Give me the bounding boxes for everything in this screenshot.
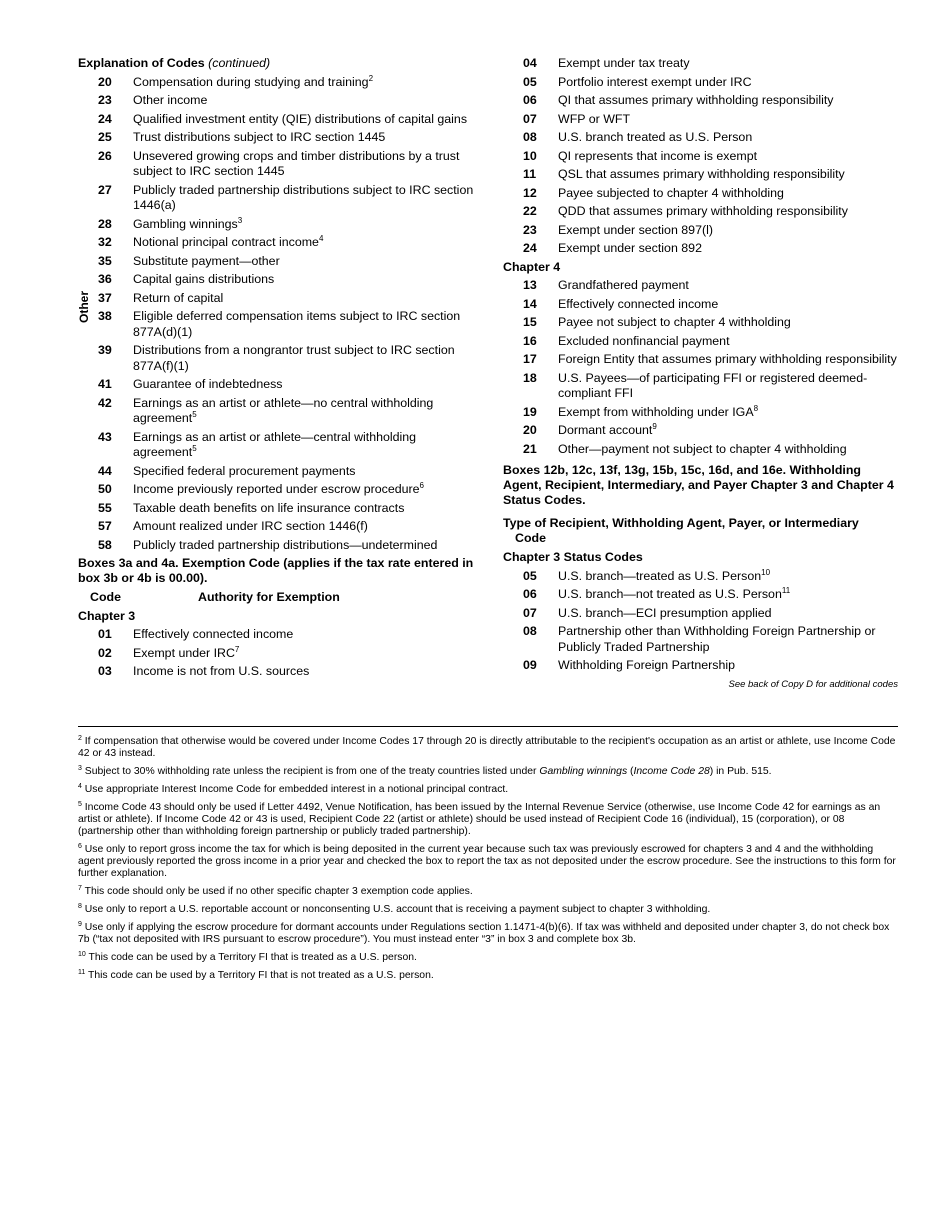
code-description-text: U.S. branch—not treated as U.S. Person [558, 587, 782, 601]
code-row [78, 291, 476, 307]
code-number: 35 [98, 253, 112, 268]
code-description [558, 297, 898, 313]
code-number: 20 [98, 74, 112, 89]
code-description-text: U.S. branch—treated as U.S. Person [558, 568, 762, 583]
type-code-label: Code [515, 531, 546, 545]
chapter3-exemption-list [78, 627, 476, 680]
code-description-text: U.S. branch—ECI presumption applied [558, 605, 772, 620]
code-description [558, 130, 898, 146]
code-description [133, 430, 476, 461]
code-row [503, 278, 898, 294]
code-row [78, 149, 476, 180]
code-description-text: Return of capital [133, 290, 224, 305]
code-description [133, 272, 476, 288]
code-description-text: Eligible deferred compensation items subject to IRC section 877A(d)(1) [133, 309, 461, 339]
code-description [558, 569, 898, 585]
code-description-text: Withholding Foreign Partnership [558, 658, 736, 672]
code-row [503, 334, 898, 350]
code-number: 01 [98, 627, 112, 641]
code-description [558, 204, 898, 220]
code-row [503, 93, 898, 109]
code-number: 24 [523, 241, 537, 255]
code-description-text: QI that assumes primary withholding responsibility [558, 93, 834, 107]
status-ch3-label: Chapter 3 Status Codes [503, 550, 643, 564]
code-row [78, 254, 476, 270]
code-number: 36 [98, 272, 112, 286]
code-description [558, 149, 898, 165]
code-description-text: Exempt from withholding under IGA [558, 404, 754, 419]
right-column [503, 56, 898, 692]
footnote-2 [78, 736, 898, 760]
code-row [78, 627, 476, 643]
code-row [503, 569, 898, 585]
code-number: 38 [98, 309, 112, 323]
code-row [78, 377, 476, 393]
code-number: 57 [98, 519, 112, 533]
code-description [133, 291, 476, 307]
code-description-text: Unsevered growing crops and timber distributions by a trust subject to IRC section 1445 [133, 148, 460, 178]
footnote-5 [78, 802, 898, 838]
footnote-reference: 9 [652, 422, 657, 431]
code-number: 03 [98, 664, 112, 678]
code-description-text: Gambling winnings [133, 216, 238, 231]
footnote-text: Use appropriate Interest Income Code for embedded interest in a notional principal contract. [84, 784, 509, 795]
code-description [133, 112, 476, 128]
income-code-list [78, 75, 476, 554]
code-number: 06 [523, 93, 537, 107]
code-description [133, 664, 476, 680]
code-number: 06 [523, 587, 537, 601]
code-row [78, 538, 476, 554]
code-number: 24 [98, 111, 112, 126]
code-description [558, 658, 898, 674]
footnote-7 [78, 886, 898, 898]
code-description-text: Income previously reported under escrow procedure [133, 482, 420, 496]
code-description [558, 167, 898, 183]
code-number: 13 [523, 278, 537, 292]
see-back-note: See back of Copy D for additional codes [728, 678, 898, 690]
code-description-text: Capital gains distributions [133, 272, 275, 286]
code-number: 17 [523, 352, 537, 366]
code-description [558, 93, 898, 109]
code-row [78, 501, 476, 517]
other-side-label [77, 290, 94, 326]
code-number: 37 [98, 290, 112, 305]
code-row [503, 423, 898, 439]
code-row [503, 130, 898, 146]
footnote-italic: Income Code 28 [633, 766, 710, 777]
code-description [558, 423, 898, 439]
code-description [558, 241, 898, 257]
footnote-number: 7 [78, 885, 82, 892]
code-row [78, 396, 476, 427]
code-description-text: Earnings as an artist or athlete—central withholding agreement [133, 429, 417, 459]
code-row [503, 204, 898, 220]
code-row [78, 217, 476, 233]
code-row [78, 235, 476, 251]
code-description [133, 130, 476, 146]
code-number: 08 [523, 624, 537, 638]
code-number: 22 [523, 204, 537, 218]
code-row [503, 606, 898, 622]
code-number: 12 [523, 185, 537, 200]
footnote-4 [78, 784, 898, 796]
code-description [558, 223, 898, 239]
code-row [78, 93, 476, 109]
footnote-reference: 6 [419, 481, 424, 490]
code-number: 43 [98, 429, 112, 444]
code-description-text: QDD that assumes primary withholding responsibility [558, 204, 848, 218]
code-number: 20 [523, 423, 537, 437]
footnote-text: This code can be used by a Territory FI that is not treated as a U.S. person. [87, 970, 434, 981]
code-description [558, 278, 898, 294]
other-side-label-text: Other [77, 290, 92, 324]
code-description-text: Grandfathered payment [558, 278, 689, 292]
footnote-reference: 3 [237, 215, 243, 225]
footnote-text: Use only to report gross income the tax for which is being deposited in the current year because such tax was previously escrowed for chapters 3 and 4 and the withholding agent previously reported the gross income in a prior year and checked the box to report the tax as not deposited under the escrow procedure. See the instructions to this form for further explanation. [78, 844, 896, 879]
code-number: 50 [98, 482, 112, 496]
code-number: 14 [523, 296, 537, 311]
code-description-text: Partnership other than Withholding Foreign Partnership or Publicly Traded Partnership [558, 624, 876, 654]
code-description [558, 587, 898, 603]
code-description-text: Amount realized under IRC section 1446(f) [133, 519, 368, 533]
code-description-text: Effectively connected income [133, 627, 294, 641]
code-description [133, 343, 476, 374]
code-description-text: Income is not from U.S. sources [133, 664, 310, 678]
footnote-6 [78, 844, 898, 880]
code-description-text: QSL that assumes primary withholding responsibility [558, 167, 845, 181]
code-number: 11 [523, 167, 537, 181]
code-number: 58 [98, 537, 112, 552]
code-number: 07 [523, 111, 537, 126]
code-description [558, 371, 898, 402]
code-description [133, 646, 476, 662]
footnote-italic: Gambling winnings [539, 766, 628, 777]
code-number: 42 [98, 395, 112, 410]
footnote-text: ) in Pub. 515. [709, 766, 772, 777]
footnote-8 [78, 904, 898, 916]
code-number: 05 [523, 74, 537, 89]
chapter4-exemption-list [503, 278, 898, 457]
footnote-text: This code can be used by a Territory FI that is treated as a U.S. person. [88, 952, 417, 963]
code-number: 23 [98, 93, 112, 107]
code-description [133, 75, 476, 91]
code-row [503, 371, 898, 402]
code-row [503, 241, 898, 257]
code-row [503, 405, 898, 421]
code-description [133, 519, 476, 535]
footnote-number: 11 [78, 969, 86, 976]
exemption-heading: Boxes 3a and 4a. Exemption Code (applies if the tax rate entered in box 3b or 4b is 00.00). [78, 556, 474, 585]
code-row [503, 149, 898, 165]
footnote-text: Use only to report a U.S. reportable account or nonconsenting U.S. account that is receiving a payment subject to chapter 3 withholding. [84, 904, 711, 915]
code-description-text: WFP or WFT [558, 111, 631, 126]
section-heading [78, 56, 476, 72]
code-row [78, 519, 476, 535]
footnote-10 [78, 952, 898, 964]
code-description-text: Portfolio interest exempt under IRC [558, 74, 752, 89]
code-row [503, 442, 898, 458]
footnotes [78, 736, 898, 988]
code-description-text: Effectively connected income [558, 296, 719, 311]
code-description-text: Specified federal procurement payments [133, 463, 356, 478]
code-row [503, 587, 898, 603]
code-description [558, 352, 898, 368]
footnote-reference: 4 [318, 234, 324, 243]
code-number: 55 [98, 500, 112, 515]
code-number: 21 [523, 441, 537, 456]
code-number: 27 [98, 182, 112, 197]
code-description-text: Qualified investment entity (QIE) distributions of capital gains [133, 111, 468, 126]
footnote-3 [78, 766, 898, 778]
code-number: 07 [523, 605, 537, 620]
code-row [503, 186, 898, 202]
footnote-reference: 5 [192, 410, 197, 419]
code-number: 26 [98, 148, 112, 163]
footnote-text: If compensation that otherwise would be covered under Income Codes 17 through 20 is directly attributable to the recipient's occupation as an artist or athlete, use Income Code 42 or 43 instead. [78, 736, 896, 759]
footnote-reference: 8 [753, 403, 759, 413]
heading-text: Explanation of Codes [78, 56, 205, 70]
code-number: 44 [98, 463, 112, 478]
code-description-text: Trust distributions subject to IRC section 1445 [133, 130, 386, 144]
type-heading: Type of Recipient, Withholding Agent, Payer, or Intermediary [503, 516, 859, 530]
footnote-reference: 7 [234, 644, 240, 654]
code-row [78, 464, 476, 480]
code-description [558, 75, 898, 91]
code-row [78, 183, 476, 214]
code-description-text: Other—payment not subject to chapter 4 withholding [558, 441, 847, 456]
code-description-text: Taxable death benefits on life insurance contracts [133, 500, 405, 515]
footnote-text: This code should only be used if no other specific chapter 3 exemption code applies. [84, 886, 473, 897]
code-description [133, 149, 476, 180]
code-number: 32 [98, 235, 112, 249]
code-description-text: Exempt under section 892 [558, 241, 702, 255]
code-row [78, 75, 476, 91]
code-row [503, 624, 898, 655]
code-description [133, 464, 476, 480]
footnote-text: Subject to 30% withholding rate unless the recipient is from one of the treaty countries listed under [84, 766, 540, 777]
code-description-text: U.S. branch treated as U.S. Person [558, 130, 753, 144]
code-description-text: Notional principal contract income [133, 235, 319, 249]
code-description-text: Compensation during studying and training [133, 74, 369, 89]
footnote-number: 2 [78, 735, 82, 742]
footnote-text: Income Code 43 should only be used if Letter 4492, Venue Notification, has been issued by the Internal Revenue Service (otherwise, use Income Code 42 for earnings as an artist or athlete). If Income Code 42 or 43 is used, Recipient Code 22 (artist or athlete) should be used instead of Recipient Code 16 (individual), 15 (corporation), or 08 (partnership other than withholding foreign partnership or publicly traded partnership). [78, 802, 881, 837]
footnote-number: 8 [78, 903, 82, 910]
code-row [503, 167, 898, 183]
heading-suffix: (continued) [208, 56, 271, 70]
footnote-number: 10 [78, 951, 86, 958]
code-number: 04 [523, 56, 537, 70]
left-column [78, 56, 476, 683]
code-description-text: U.S. Payees—of participating FFI or registered deemed-compliant FFI [558, 370, 868, 400]
code-description [133, 93, 476, 109]
code-description [133, 627, 476, 643]
footnote-reference: 2 [368, 73, 374, 83]
footnote-reference: 11 [781, 586, 791, 595]
code-description [558, 112, 898, 128]
chapter3-exemption-list-continued [503, 56, 898, 257]
code-number: 19 [523, 404, 537, 419]
code-row [78, 482, 476, 498]
code-description [133, 254, 476, 270]
code-number: 28 [98, 216, 112, 231]
chapter3-label: Chapter 3 [78, 608, 136, 623]
code-description [558, 606, 898, 622]
code-description [133, 183, 476, 214]
code-description [558, 624, 898, 655]
code-row [503, 75, 898, 91]
code-row [503, 297, 898, 313]
code-number: 16 [523, 333, 537, 348]
code-description-text: Dormant account [558, 423, 653, 437]
code-number: 39 [98, 343, 112, 357]
code-row [503, 112, 898, 128]
code-description [558, 442, 898, 458]
code-number: 23 [523, 222, 537, 237]
code-description [133, 501, 476, 517]
code-description-text: Substitute payment—other [133, 253, 280, 268]
code-number: 10 [523, 148, 537, 163]
code-number: 18 [523, 370, 537, 385]
code-description-text: Excluded nonfinancial payment [558, 333, 730, 348]
footnote-number: 6 [78, 843, 82, 850]
code-row [78, 112, 476, 128]
code-description-text: Foreign Entity that assumes primary withholding responsibility [558, 352, 897, 366]
code-description [133, 217, 476, 233]
code-number: 41 [98, 377, 112, 391]
code-description-text: Exempt under IRC [133, 645, 235, 660]
code-description [133, 396, 476, 427]
code-row [503, 56, 898, 72]
code-number: 25 [98, 130, 112, 144]
code-description-text: Exempt under section 897(l) [558, 222, 713, 237]
code-number: 05 [523, 568, 537, 583]
code-row [503, 315, 898, 331]
code-row [78, 309, 476, 340]
code-description-text: Distributions from a nongrantor trust subject to IRC section 877A(f)(1) [133, 343, 455, 373]
footnote-9 [78, 922, 898, 946]
code-description-text: Publicly traded partnership distributions—undetermined [133, 537, 438, 552]
code-description [133, 377, 476, 393]
code-row [78, 430, 476, 461]
code-number: 09 [523, 658, 537, 672]
code-row [78, 646, 476, 662]
code-row [503, 352, 898, 368]
footnote-number: 5 [78, 801, 82, 808]
code-description [558, 334, 898, 350]
code-description [133, 538, 476, 554]
code-row [78, 130, 476, 146]
code-description-text: Guarantee of indebtedness [133, 377, 283, 391]
code-number: 15 [523, 315, 537, 329]
code-description-text: Exempt under tax treaty [558, 56, 690, 70]
authority-column-header: Authority for Exemption [198, 590, 340, 604]
code-row [78, 664, 476, 680]
status-codes-heading: Boxes 12b, 12c, 13f, 13g, 15b, 15c, 16d, and 16e. Withholding Agent, Recipient, Intermediary, and Payer Chapter 3 and Chapter 4 Status Codes. [503, 463, 894, 507]
code-row [503, 223, 898, 239]
footnote-divider [78, 726, 898, 727]
code-row [78, 343, 476, 374]
code-description-text: QI represents that income is exempt [558, 148, 758, 163]
code-description-text: Publicly traded partnership distributions subject to IRC section 1446(a) [133, 182, 474, 212]
code-number: 02 [98, 645, 112, 660]
footnote-number: 3 [78, 765, 82, 772]
exemption-column-headers [78, 590, 476, 606]
code-description [558, 315, 898, 331]
code-description [558, 186, 898, 202]
code-column-header: Code [90, 590, 121, 604]
code-description [133, 482, 476, 498]
footnote-number: 4 [78, 783, 82, 790]
code-number: 08 [523, 130, 537, 144]
footnote-text: ( [627, 766, 634, 777]
code-description [133, 235, 476, 251]
code-description-text: Other income [133, 93, 208, 107]
code-description [558, 56, 898, 72]
footnote-11 [78, 970, 898, 982]
code-row [503, 658, 898, 674]
footnote-text: Use only if applying the escrow procedure for dormant accounts under Regulations section 1.1471-4(b)(6). If tax was withheld and deposited under chapter 3, do not check box 7b (“tax not deposited with IRS pursuant to escrow procedure”). You must instead enter “3” in box 3 and complete box 3b. [78, 922, 890, 945]
code-description [558, 405, 898, 421]
code-description-text: Payee not subject to chapter 4 withholding [558, 315, 791, 329]
footnote-number: 9 [78, 921, 82, 928]
footnote-reference: 10 [761, 567, 771, 577]
chapter4-label: Chapter 4 [503, 259, 561, 274]
code-row [78, 272, 476, 288]
code-description-text: Earnings as an artist or athlete—no central withholding agreement [133, 395, 434, 425]
code-description [133, 309, 476, 340]
footnote-reference: 5 [192, 444, 197, 453]
status-code-list [503, 569, 898, 674]
code-description-text: Payee subjected to chapter 4 withholding [558, 185, 784, 200]
